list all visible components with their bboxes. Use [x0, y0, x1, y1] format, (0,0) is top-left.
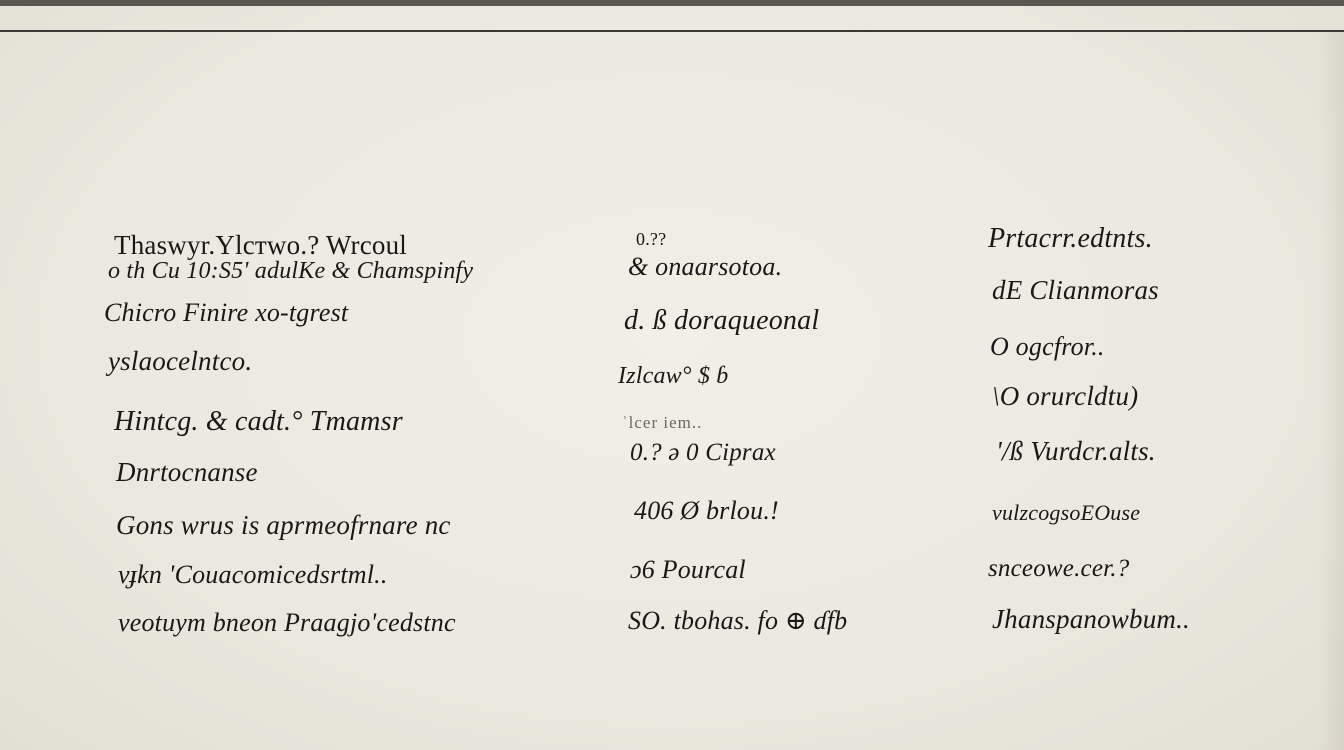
left-line-8: vɟkn 'Couacomicedsrtml..	[118, 560, 388, 589]
left-line-5: Hintcg. & cadt.° Tmamsr	[114, 406, 403, 437]
right-line-1: Prtacrr.edtnts.	[988, 223, 1153, 254]
left-line-1: Thaswyr.Ylcтwo.? Wrcoul	[114, 230, 407, 260]
left-line-4: yslaocelntco.	[108, 346, 253, 376]
text-column-right	[970, 0, 1344, 750]
right-line-8: Jhanspanowbum..	[992, 604, 1190, 634]
middle-line-3: d. ß doraqueonal	[624, 305, 820, 336]
right-line-3: O ogcfror..	[990, 332, 1105, 361]
right-line-4: \O orurcldtu)	[992, 381, 1139, 411]
right-line-2: dE Clianmoras	[992, 275, 1159, 305]
middle-line-5: ʾlcer iem..	[622, 413, 703, 432]
right-line-7: snceowe.cer.?	[988, 555, 1130, 582]
middle-line-4: Izlcaw° $ ɓ	[618, 363, 729, 389]
middle-line-9: SO. tbohas. fo ⊕ ɗfb	[628, 606, 848, 635]
right-line-5: ʹ/ß Vurdcr.alts.	[996, 436, 1156, 466]
left-line-2: o th Cu 10:S5' adulKe & Chamspinfy	[108, 258, 474, 284]
left-line-7: Gons wrus is aprmeofrnare nc	[116, 510, 451, 540]
middle-line-2: & onaarsotoa.	[628, 252, 783, 281]
right-line-6: vulzcogsoEOuse	[992, 500, 1141, 525]
middle-line-8: ɔ6 Pourcal	[630, 555, 746, 584]
left-line-9: veotuym bneon Praagjo'cedstnc	[118, 608, 456, 637]
left-line-3: Chicro Finire xo-tgrest	[104, 298, 349, 327]
text-column-middle	[600, 0, 970, 750]
middle-line-7: 406 Ø brlou.!	[634, 496, 779, 525]
middle-line-1: 0.??	[636, 229, 667, 249]
middle-line-6: 0.? ə 0 Ciprax	[630, 439, 776, 466]
text-column-left	[0, 0, 600, 750]
left-line-6: Dnrtocnanse	[116, 457, 258, 487]
